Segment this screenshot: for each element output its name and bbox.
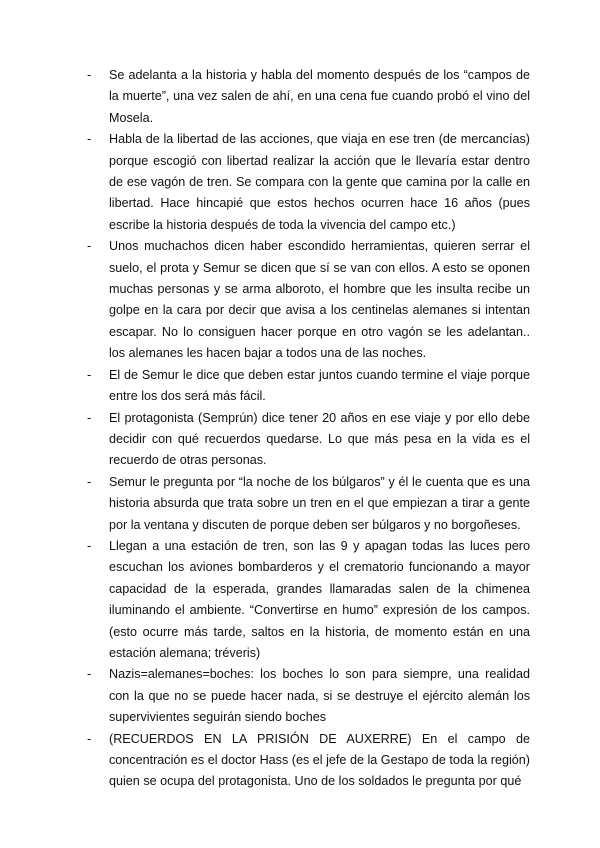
bullet-text: El de Semur le dice que deben estar juntos cuando termine el viaje porque entre los dos será más fácil. bbox=[109, 367, 530, 404]
bullet-marker: - bbox=[87, 239, 92, 254]
bullet-marker: - bbox=[87, 474, 92, 489]
bullet-marker: - bbox=[87, 667, 92, 682]
bullet-marker: - bbox=[87, 68, 92, 82]
bullet-list bbox=[84, 65, 530, 793]
bullet-text: Semur le pregunta por “la noche de los búlgaros” y él le cuenta que es una historia absurda que trata sobre un tren en el que empiezan a tirar a gente por la ventana y discuten de porque deben ser búlgaros y no borgoñeses. bbox=[109, 474, 530, 532]
bullet-marker: - bbox=[87, 132, 92, 147]
bullet-text: El protagonista (Semprún) dice tener 20 años en ese viaje y por ello debe decidir con qué recuerdos quedarse. Lo que más pesa en la vida es el recuerdo de otras personas. bbox=[109, 410, 530, 468]
bullet-text: Habla de la libertad de las acciones, que viaja en ese tren (de mercancías) porque escogió con libertad realizar la acción que le llevaría estar dentro de ese vagón de tren. Se compara con la gente que camina por la calle en libertad. Hace hincapié que estos hechos ocurren hace 16 años (pues escribe la historia después de toda la vivencia del campo etc.) bbox=[109, 132, 530, 232]
bullet-item bbox=[84, 236, 530, 364]
bullet-text: (RECUERDOS EN LA PRISIÓN DE AUXERRE) En el campo de concentración es el doctor Hass (es el jefe de la Gestapo de toda la región) quien se ocupa del protagonista. Uno de los soldados le pregunta por qué bbox=[109, 731, 530, 789]
bullet-marker: - bbox=[87, 731, 92, 746]
bullet-item bbox=[84, 729, 530, 793]
bullet-text: Llegan a una estación de tren, son las 9 y apagan todas las luces pero escuchan los aviones bombarderos y el crematorio funcionando a mayor capacidad de la esperada, grandes llamaradas salen de la chimenea iluminando el ambiente. “Convertirse en humo” expresión de los campos. (esto ocurre más tarde, saltos en la historia, de momento están en una estación alemana; tréveris) bbox=[109, 538, 530, 660]
bullet-text: Se adelanta a la historia y habla del momento después de los “campos de la muerte”, una vez salen de ahí, en una cena fue cuando probó el vino del Mosela. bbox=[109, 68, 530, 125]
bullet-item bbox=[84, 129, 530, 236]
bullet-marker: - bbox=[87, 410, 92, 425]
bullet-marker: - bbox=[87, 367, 92, 382]
bullet-item bbox=[84, 65, 530, 129]
bullet-item bbox=[84, 536, 530, 664]
bullet-marker: - bbox=[87, 538, 92, 553]
bullet-item bbox=[84, 408, 530, 472]
bullet-item bbox=[84, 664, 530, 728]
bullet-text: Nazis=alemanes=boches: los boches lo son para siempre, una realidad con la que no se puede hacer nada, si se destruye el ejército alemán los supervivientes seguirán siendo boches bbox=[109, 667, 530, 725]
bullet-item bbox=[84, 365, 530, 408]
bullet-text: Unos muchachos dicen haber escondido herramientas, quieren serrar el suelo, el prota y Semur se dicen que sí se van con ellos. A esto se oponen muchas personas y se arma alboroto, el hombre que les insulta recibe un golpe en la cara por decir que avisa a los centinelas alemanes si intentan escapar. No lo consiguen hacer porque en otro vagón se les adelantan.. los alemanes les hacen bajar a todos una de las noches. bbox=[109, 239, 530, 361]
bullet-item bbox=[84, 472, 530, 536]
